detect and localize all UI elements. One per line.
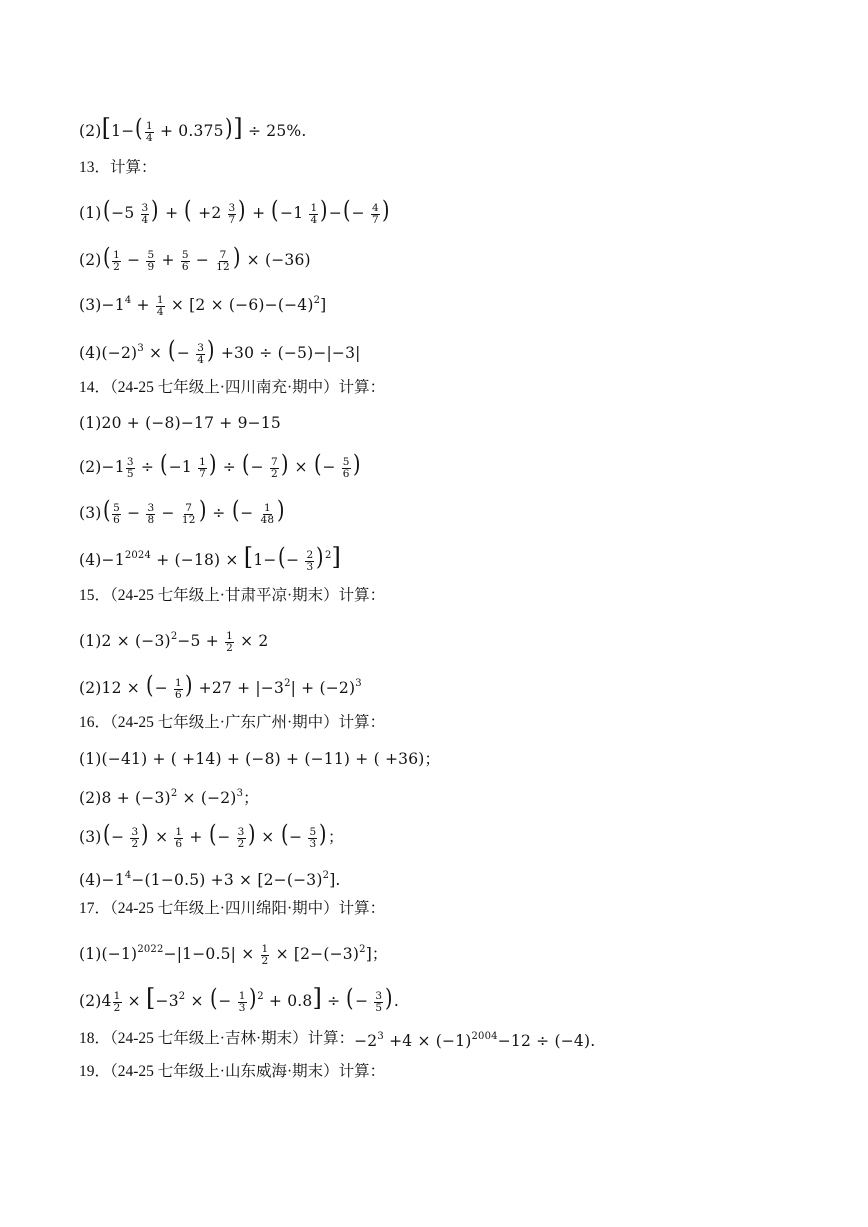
problem-15-1: $(1)2 \times (-3)^2-5$ + $\frac{1}{2}$ × 2 <box>79 629 269 654</box>
problem-17-1: $(1)(-1)^{2022}-|1-0.5|$ × $\frac{1}{2}$ × $[2-(-3)^2]$； <box>79 942 388 967</box>
problem-13-3: $(3)-1^4$ + $\frac{1}{4}$ × $[2 \times (-6)-(-4)^2]$ <box>79 293 327 318</box>
problem-14-4: $(4)-1^{2024} + (-18) \times [1-(-$ $\frac{2}{3}$ )$^2$] <box>79 543 342 573</box>
problem-14-3: (3)( $\frac{5}{6}$ − $\frac{3}{8}$ − $\frac{7}{12}$ ) ÷ (− $\frac{1}{48}$ ) <box>79 496 285 526</box>
problem-15-2: (2)12 × (− $\frac{1}{6}$ ) $+27 + |-3^2| + (-2)^3$ <box>79 671 362 701</box>
problem-16-1: (1)(−41) + ( +14) + (−8) + (−11) + ( +36)； <box>79 750 441 768</box>
problem-text <box>0 0 1 1</box>
problem-17-2: (2)4 $\frac{1}{2}$ × [$-3^2$ × (− $\frac{1}{3}$ )$^2$ + 0.8] ÷ (− $\frac{3}{5}$ ). <box>79 984 399 1014</box>
problem-14-2: (2)−1 $\frac{3}{5}$ ÷ (−1 $\frac{1}{7}$ ) ÷ (− $\frac{7}{2}$ ) × (− $\frac{5}{6}$ ) <box>79 450 361 480</box>
question-16-heading: 16．（24-25 七年级上·广东广州·期中）计算： <box>79 714 386 731</box>
problem-16-3: (3)(− $\frac{3}{2}$ ) × $\frac{1}{6}$ + (− $\frac{3}{2}$ ) × (− $\frac{5}{3}$ )； <box>79 820 344 850</box>
question-19-heading: 19．（24-25 七年级上·山东威海·期末）计算： <box>79 1063 386 1080</box>
problem-16-2: $(2)8 + (-3)^2 \times (-2)^3$； <box>79 788 259 807</box>
problem-14-1: (1)20 + (−8)−17 + 9−15 <box>79 414 281 432</box>
problem-13-2: (2)( $\frac{1}{2}$ − $\frac{5}{9}$ + $\frac{5}{6}$ − $\frac{7}{12}$ ) × (−36) <box>79 243 311 273</box>
question-18: 18．（24-25 七年级上·吉林·期末）计算： $-2^3 +4 \times (-1)^{2004}-12 \div (-4)$. <box>79 1030 596 1050</box>
problem-13-1: (1)(−5 $\frac{3}{4}$ ) + ( +2 $\frac{3}{7}$ ) + (−1 $\frac{1}{4}$ )−(− $\frac{4}{7}$ ) <box>79 196 390 226</box>
question-14-heading: 14．（24-25 七年级上·四川南充·期中）计算： <box>79 379 386 396</box>
problem-16-4: $(4)-1^4-(1-0.5) +3 \times [2-(-3)^2]$. <box>79 870 341 889</box>
question-17-heading: 17．（24-25 七年级上·四川绵阳·期中）计算： <box>79 900 386 917</box>
question-13-heading: 13．计算： <box>79 159 157 176</box>
problem-13-4: $(4)(-2)^3$ × (− $\frac{3}{4}$ ) +30 ÷ (−5)−|−3| <box>79 336 361 366</box>
problem-12-2: (2)[1−( $\frac{1}{4}$ + 0.375)] ÷ 25%. <box>79 114 307 144</box>
problem-text-list <box>0 0 1 1</box>
question-15-heading: 15．（24-25 七年级上·甘肃平凉·期末）计算： <box>79 587 386 604</box>
